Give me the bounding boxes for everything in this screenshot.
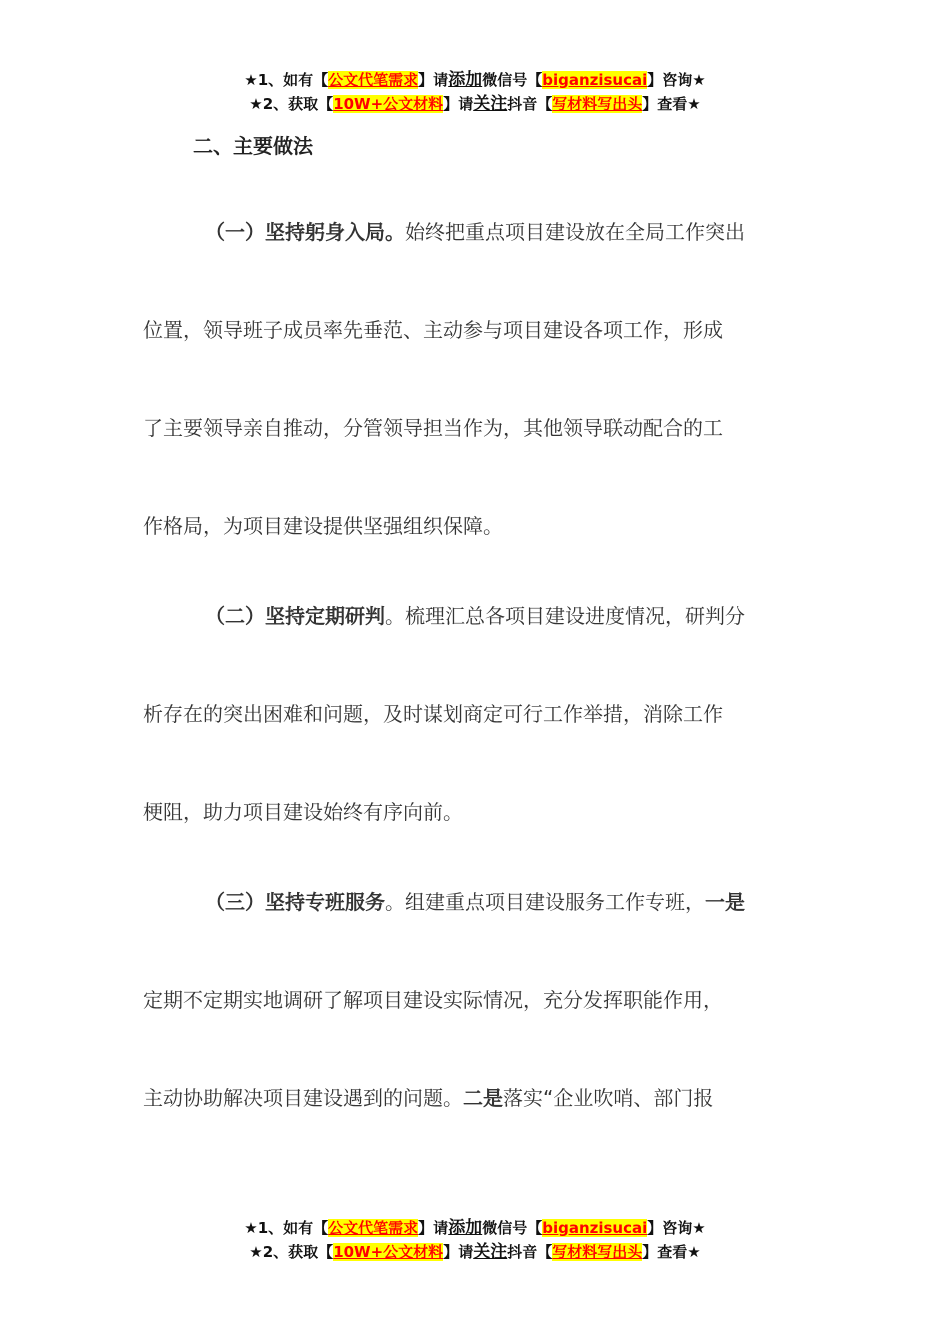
paragraph-2 [143, 602, 803, 896]
promo-banner-top [0, 68, 950, 116]
promo-text: 】请 [418, 71, 449, 89]
promo-line-2 [0, 92, 950, 116]
paragraph-line: （一）坚持躬身入局。始终把重点项目建设放在全局工作突出 [205, 220, 745, 244]
promo-line-2 [0, 1240, 950, 1264]
promo-text: 微信号【 [482, 1219, 543, 1237]
promo-emphasis: 添加 [448, 1218, 483, 1238]
paragraph-line: 梗阻，助力项目建设始终有序向前。 [143, 800, 463, 824]
paragraph-line: （三）坚持专班服务。组建重点项目建设服务工作专班，一是 [205, 890, 745, 914]
paragraph-line: （二）坚持定期研判。梳理汇总各项目建设进度情况，研判分 [205, 604, 745, 628]
paragraph-line: 析存在的突出困难和问题，及时谋划商定可行工作举措，消除工作 [143, 702, 723, 726]
promo-emphasis: 添加 [448, 70, 483, 90]
promo-text: ★2、获取【 [249, 95, 334, 113]
promo-text: 抖音【 [507, 95, 553, 113]
promo-text: ★1、如有【 [244, 1219, 329, 1237]
promo-emphasis: 关注 [473, 94, 508, 114]
paragraph-title: （一）坚持躬身入局。 [205, 220, 405, 244]
promo-text: 】查看★ [642, 1243, 701, 1261]
promo-text: 】请 [443, 95, 474, 113]
promo-text: ★2、获取【 [249, 1243, 334, 1261]
promo-text: 】查看★ [642, 95, 701, 113]
promo-banner-bottom [0, 1216, 950, 1264]
paragraph-line: 主动协助解决项目建设遇到的问题。二是落实“企业吹哨、部门报 [143, 1086, 714, 1110]
promo-highlight-service: 公文代笔需求 [328, 1219, 419, 1237]
promo-text: 微信号【 [482, 71, 543, 89]
promo-highlight-wechat-id: biganzisucai [542, 71, 648, 89]
promo-highlight-wechat-id: biganzisucai [542, 1219, 648, 1237]
paragraph-line: 定期不定期实地调研了解项目建设实际情况，充分发挥职能作用， [143, 988, 723, 1012]
promo-highlight-materials: 10W+公文材料 [333, 95, 444, 113]
paragraph-1 [143, 218, 803, 610]
promo-emphasis: 关注 [473, 1242, 508, 1262]
paragraph-line: 位置，领导班子成员率先垂范、主动参与项目建设各项工作，形成 [143, 318, 723, 342]
promo-text: ★1、如有【 [244, 71, 329, 89]
promo-highlight-service: 公文代笔需求 [328, 71, 419, 89]
promo-line-1 [0, 1216, 950, 1240]
promo-line-1 [0, 68, 950, 92]
promo-text: 抖音【 [507, 1243, 553, 1261]
promo-text: 】请 [443, 1243, 474, 1261]
promo-text: 】咨询★ [647, 1219, 706, 1237]
promo-text: 】咨询★ [647, 71, 706, 89]
paragraph-line: 了主要领导亲自推动，分管领导担当作为，其他领导联动配合的工 [143, 416, 723, 440]
promo-highlight-materials: 10W+公文材料 [333, 1243, 444, 1261]
paragraph-line: 作格局，为项目建设提供坚强组织保障。 [143, 514, 503, 538]
promo-highlight-douyin: 写材料写出头 [552, 1243, 643, 1261]
document-body [143, 218, 803, 1182]
promo-text: 】请 [418, 1219, 449, 1237]
paragraph-title: （三）坚持专班服务 [205, 890, 385, 914]
section-heading: 二、主要做法 [193, 134, 313, 158]
paragraph-title: （二）坚持定期研判 [205, 604, 385, 628]
paragraph-3 [143, 888, 803, 1182]
promo-highlight-douyin: 写材料写出头 [552, 95, 643, 113]
